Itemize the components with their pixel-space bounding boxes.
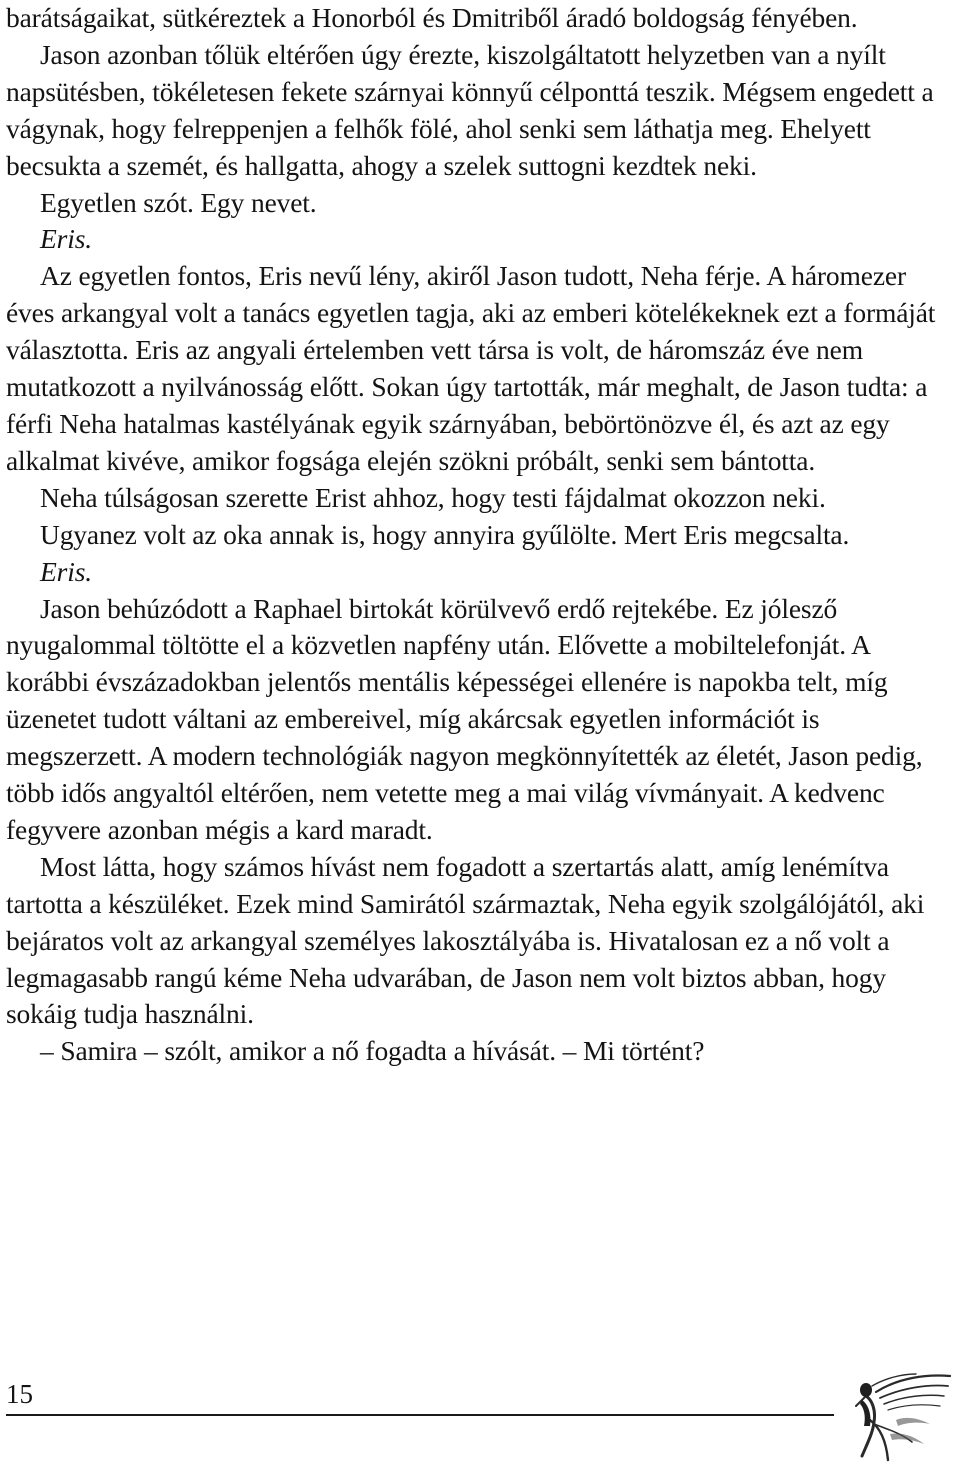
paragraph-1: barátságaikat, sütkéreztek a Honorból és Dmitriből áradó boldogság fényében. [6, 2, 858, 33]
page-number: 15 [6, 1379, 33, 1409]
winged-figure-icon [846, 1370, 954, 1466]
paragraph-8: Eris. [40, 555, 92, 587]
footer-rule [6, 1414, 834, 1416]
paragraph-6: Neha túlságosan szerette Erist ahhoz, hogy testi fájdalmat okozzon neki. [40, 481, 826, 513]
paragraph-7: Ugyanez volt az oka annak is, hogy annyira gyűlölte. Mert Eris megcsalta. [40, 518, 850, 550]
page-body-text [6, 0, 936, 1070]
paragraph-9: Jason behúzódott a Raphael birtokát körülvevő erdő rejtekébe. Ez jólesző nyugalommal töltötte el a közvetlen napfény után. Elővette a mobiltelefonját. A korábbi évszázadokban jelentős mentális képességei ellenére is napokba telt, míg üzenetet tudott váltani az embereivel, míg akárcsak egyetlen információt is megszerzett. A modern technológiák nagyon megkönnyítették az életét, Jason pedig, több idős angyaltól eltérően, nem vetette meg a mai világ vívmányait. A kedvenc fegyvere azonban mégis a kard maradt. [6, 592, 923, 845]
paragraph-11: – Samira – szólt, amikor a nő fogadta a hívását. – Mi történt? [40, 1035, 705, 1067]
paragraph-10: Most látta, hogy számos hívást nem fogadott a szertartás alatt, amíg lenémítva tartotta a készüléket. Ezek mind Samirától származtak, Neha egyik szolgálójától, aki bejáratos volt az arkangyal személyes lakosztályába is. Hivatalosan ez a nő volt a legmagasabb rangú kéme Neha udvarában, de Jason nem volt biztos abban, hogy sokáig tudja használni. [6, 850, 925, 1030]
paragraph-5: Az egyetlen fontos, Eris nevű lény, akiről Jason tudott, Neha férje. A háromezer éves arkangyal volt a tanács egyetlen tagja, aki az emberi kötelékeknek ezt a formáját választotta. Eris az angyali értelemben vett társa is volt, de háromszáz éve nem mutatkozott a nyilvánosság előtt. Sokan úgy tartották, már meghalt, de Jason tudta: a férfi Neha hatalmas kastélyának egyik szárnyában, bebörtönözve él, és azt az egy alkalmat kivéve, amikor fogsága elején szökni próbált, senki sem bántotta. [6, 260, 936, 476]
paragraph-4: Eris. [40, 223, 92, 255]
paragraph-2: Jason azonban tőlük eltérően úgy érezte, kiszolgáltatott helyzetben van a nyílt napsütésben, tökéletesen fekete szárnyai könnyű célponttá teszik. Mégsem engedett a vágynak, hogy felreppenjen a felhők fölé, ahol senki sem láthatja meg. Ehelyett becsukta a szemét, és hallgatta, ahogy a szelek suttogni kezdtek neki. [6, 38, 934, 181]
paragraph-3: Egyetlen szót. Egy nevet. [40, 186, 317, 218]
